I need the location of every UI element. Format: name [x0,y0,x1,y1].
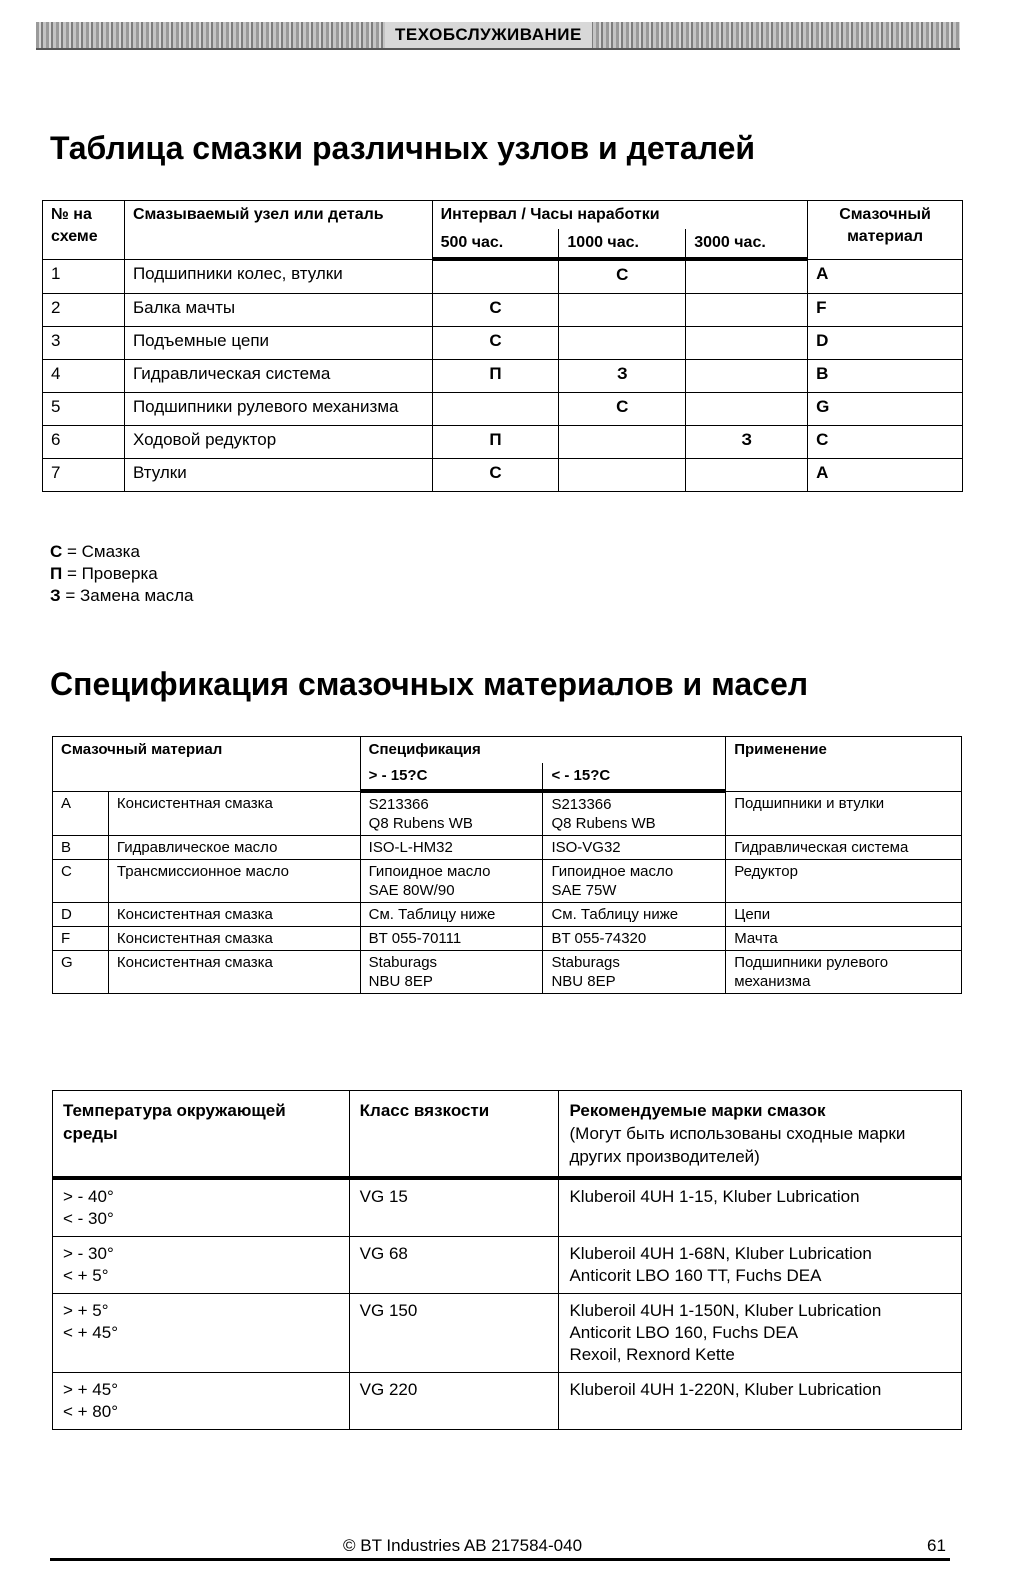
legend-item [50,585,193,607]
header-part: Смазываемый узел или деталь [124,201,432,260]
cell-temp: > - 40° < - 30° [53,1178,350,1237]
cell-num: 2 [43,294,125,327]
cell-below: S213366 Q8 Rubens WB [543,791,726,836]
cell-brands: Kluberoil 4UH 1-15, Kluber Lubrication [559,1178,962,1237]
table-row [53,951,962,994]
cell-use: Цепи [726,903,962,927]
table-row [53,1237,962,1294]
cell-below: BT 055-74320 [543,927,726,951]
cell-brands: Kluberoil 4UH 1-150N, Kluber Lubrication Anticorit LBO 160, Fuchs DEA Rexoil, Rexnord Kette [559,1294,962,1373]
spec-table-body [53,791,962,994]
cell-1000: С [559,393,686,426]
cell-type: Трансмиссионное масло [108,860,360,903]
header-3000: 3000 час. [686,229,808,259]
header-material: Смазочный материал [808,201,963,260]
lubrication-table-body [43,259,963,492]
cell-500 [432,393,559,426]
table-row [53,1294,962,1373]
cell-3000 [686,327,808,360]
cell-3000 [686,459,808,492]
cell-above: См. Таблицу ниже [360,903,543,927]
cell-part: Подшипники колес, втулки [124,259,432,294]
cell-1000 [559,426,686,459]
cell-above: S213366 Q8 Rubens WB [360,791,543,836]
table-row [43,294,963,327]
cell-num: 4 [43,360,125,393]
cell-below: ISO-VG32 [543,836,726,860]
table-row [43,360,963,393]
cell-material: D [808,327,963,360]
table-row [53,927,962,951]
table-row [53,836,962,860]
table-row [53,1178,962,1237]
cell-material: A [808,459,963,492]
cell-3000: З [686,426,808,459]
cell-below: Staburags NBU 8EP [543,951,726,994]
section-header: ТЕХОБСЛУЖИВАНИЕ [385,22,592,48]
cell-material: A [808,259,963,294]
cell-type: Консистентная смазка [108,903,360,927]
cell-500 [432,259,559,294]
header-material: Смазочный материал [53,737,361,792]
legend-key: З [50,586,61,605]
legend-key: С [50,542,63,561]
cell-500: П [432,426,559,459]
cell-part: Втулки [124,459,432,492]
cell-3000 [686,294,808,327]
viscosity-table-body [53,1178,962,1430]
page-number: 61 [927,1536,946,1555]
cell-use: Мачта [726,927,962,951]
cell-code: C [53,860,109,903]
cell-above: Гипоидное масло SAE 80W/90 [360,860,543,903]
cell-type: Консистентная смазка [108,791,360,836]
table-row [53,1373,962,1430]
cell-brands: Kluberoil 4UH 1-220N, Kluber Lubrication [559,1373,962,1430]
viscosity-table [52,1090,962,1430]
cell-code: G [53,951,109,994]
footer-rule [50,1558,950,1561]
cell-material: B [808,360,963,393]
cell-material: G [808,393,963,426]
cell-code: D [53,903,109,927]
header-spec: Спецификация [360,737,726,764]
cell-code: F [53,927,109,951]
cell-class: VG 15 [349,1178,559,1237]
table-row [43,393,963,426]
cell-type: Гидравлическое масло [108,836,360,860]
header-class: Класс вязкости [349,1091,559,1179]
header-500: 500 час. [432,229,559,259]
cell-part: Подъемные цепи [124,327,432,360]
header-use: Применение [726,737,962,792]
legend-item [50,563,193,585]
cell-use: Редуктор [726,860,962,903]
cell-class: VG 150 [349,1294,559,1373]
cell-500: П [432,360,559,393]
cell-use: Подшипники рулевого механизма [726,951,962,994]
table-row [43,426,963,459]
cell-1000: З [559,360,686,393]
legend-item [50,541,193,563]
cell-code: B [53,836,109,860]
cell-1000: С [559,259,686,294]
cell-above: BT 055-70111 [360,927,543,951]
header-brands-note: (Могут быть использованы сходные марки других производителей) [569,1124,906,1166]
cell-material: F [808,294,963,327]
legend-key: П [50,564,63,583]
table-row [53,903,962,927]
cell-code: A [53,791,109,836]
cell-below: Гипоидное масло SAE 75W [543,860,726,903]
header-1000: 1000 час. [559,229,686,259]
header-num: № на схеме [43,201,125,260]
cell-part: Балка мачты [124,294,432,327]
cell-type: Консистентная смазка [108,927,360,951]
cell-above: Staburags NBU 8EP [360,951,543,994]
cell-use: Гидравлическая система [726,836,962,860]
cell-temp: > + 45° < + 80° [53,1373,350,1430]
cell-500: С [432,459,559,492]
cell-type: Консистентная смазка [108,951,360,994]
cell-part: Ходовой редуктор [124,426,432,459]
cell-class: VG 68 [349,1237,559,1294]
cell-num: 7 [43,459,125,492]
cell-material: C [808,426,963,459]
cell-1000 [559,294,686,327]
lubrication-table [42,200,963,492]
cell-above: ISO-L-HM32 [360,836,543,860]
cell-use: Подшипники и втулки [726,791,962,836]
cell-500: С [432,294,559,327]
table-row [43,459,963,492]
legend-text: = Замена масла [60,586,194,605]
cell-num: 1 [43,259,125,294]
header-brands-cell [559,1091,962,1179]
footer-copyright: © BT Industries AB 217584-040 [343,1536,583,1555]
cell-temp: > - 30° < + 5° [53,1237,350,1294]
header-brands: Рекомендуемые марки смазок [569,1101,826,1120]
cell-num: 3 [43,327,125,360]
legend-text: = Смазка [62,542,140,561]
header-above: > - 15?С [360,763,543,791]
cell-1000 [559,327,686,360]
cell-class: VG 220 [349,1373,559,1430]
cell-3000 [686,360,808,393]
cell-temp: > + 5° < + 45° [53,1294,350,1373]
cell-part: Подшипники рулевого механизма [124,393,432,426]
cell-500: С [432,327,559,360]
cell-num: 5 [43,393,125,426]
header-interval: Интервал / Часы наработки [432,201,807,230]
spec-table-title: Спецификация смазочных материалов и масел [50,666,809,702]
header-temp: Температура окружающей среды [53,1091,350,1179]
table-row [53,791,962,836]
legend [50,541,193,607]
cell-part: Гидравлическая система [124,360,432,393]
cell-3000 [686,393,808,426]
table-row [43,327,963,360]
table-row [53,860,962,903]
table-row [43,259,963,294]
lubrication-table-title: Таблица смазки различных узлов и деталей [50,130,756,166]
cell-below: См. Таблицу ниже [543,903,726,927]
cell-1000 [559,459,686,492]
legend-text: = Проверка [62,564,158,583]
header-below: < - 15?С [543,763,726,791]
cell-num: 6 [43,426,125,459]
cell-3000 [686,259,808,294]
spec-table [52,736,962,994]
cell-brands: Kluberoil 4UH 1-68N, Kluber Lubrication Anticorit LBO 160 TT, Fuchs DEA [559,1237,962,1294]
